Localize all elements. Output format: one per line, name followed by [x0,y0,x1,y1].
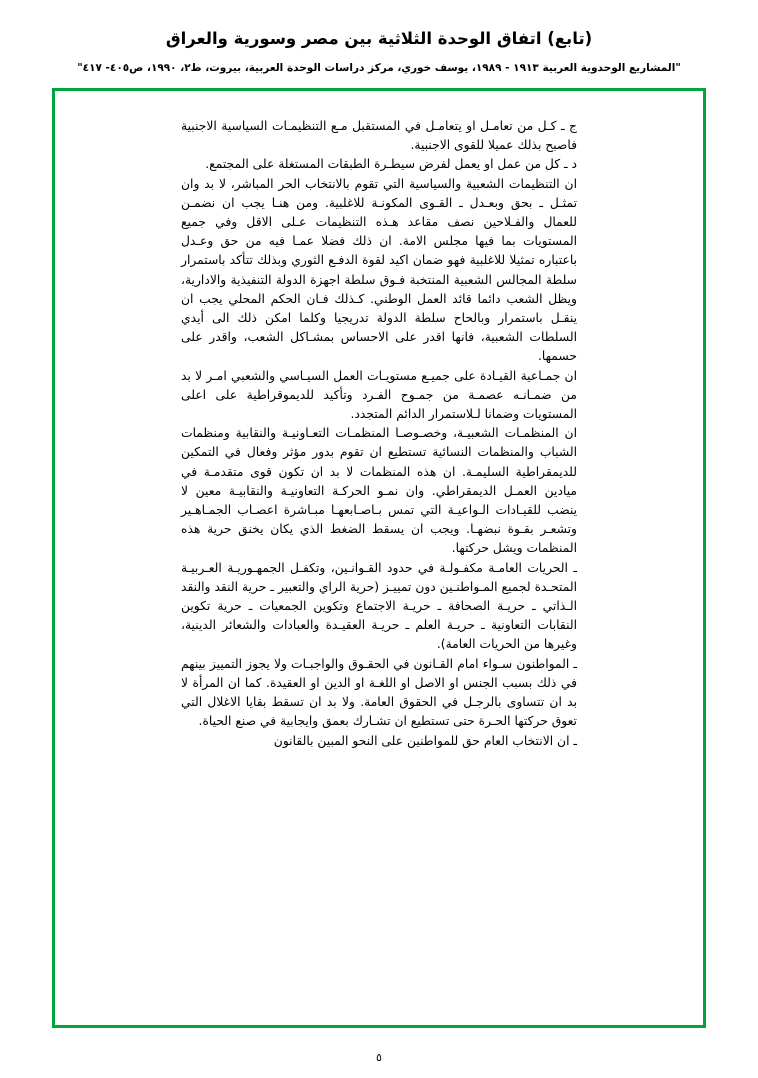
content-frame-inner [55,91,703,1025]
page-number: ٥ [376,1051,382,1064]
document-body [181,117,577,751]
source-citation: "المشاريع الوحدوية العربية ١٩١٣ - ١٩٨٩، يوسف خوري، مركز دراسات الوحدة العربية، بيروت، ط٢، ١٩٩٠، ص٤٠٥- ٤١٧" [77,62,681,75]
paragraph: ـ ان الانتخاب العام حق للمواطنين على النحو المبين بالقانون [273,733,577,748]
page-title: (تابع) اتفاق الوحدة الثلاثية بين مصر وسورية والعراق [165,29,593,48]
paragraph: ان المنظمـات الشعبيـة، وخصـوصـا المنظمـات التعـاونيـة والنقابية ومنظمات الشباب والمنظمات النسائية تستطيع ان تقوم بدور مؤثر وفعال في التمكين للديمقراطية السليمـة. ان هذه المنظمات لا بد ان تكون قوى متقدمـة في ميادين العمـل الديمقراطي. وان نمـو الحركـة التعاونيـة والنقابيـة معين لا ينضب للقيـادات الـواعيـة التي تمس بـاصـابعهـا مبـاشرة اعصـاب الجمـاهـير وتشعـر بقـوة نبضهـا. ويجب ان يسقط الضغط الذي يكان يخنق حرية هذه المنظمات ويشل حركتها. [181,426,577,556]
paragraph: ـ المواطنون سـواء امام القـانون في الحقـوق والواجبـات ولا يجوز التمييز بينهم في ذلك بسبب الجنس او الاصل او اللغـة او الدين او العقيدة. كما ان المرأة لا بد ان تتساوى بالرجـل في الحقوق العامة. ولا بد ان تسقط بقايا الاغلال التي تعوق حركتها الحـرة حتى تستطيع ان تشـارك بعمق وايجابية في صنع الحياة. [181,656,577,729]
paragraph: د ـ كل من عمل او يعمل لفرض سيطـرة الطبقات المستغلة على المجتمع. [205,157,577,172]
paragraph: ج ـ كـل من تعامـل او يتعامـل في المستقبل مـع التنظيمـات السياسية الاجنبية فاصبح بذلك عميلا للقوى الاجنبية. [181,119,577,153]
paragraph: ـ الحريات العامـة مكفـولـة في حدود القـوانـين، وتكفـل الجمهـوريـة العـربيـة المتحـدة لجميع المـواطنـين دون تمييـز (حرية الراي والتعبير ـ حرية النقد والنقد الـذاتي ـ حريـة الصحافة ـ حريـة الاجتماع وتكوين الجمعيات ـ حرية تكوين النقابات التعاونية ـ حريـة العلم ـ حريـة العقيـدة والعبادات والشعائر الدينية، وغيرها من الحريات العامة). [181,560,577,652]
document-header [0,0,758,76]
paragraph: ان التنظيمات الشعبية والسياسية التي تقوم بالانتخاب الحر المباشر، لا بد وان تمثـل ـ بحق وبعـدل ـ القـوى المكونـة للاغلبية. ومن هنـا يجب ان نضمـن للعمال والفـلاحين نصف مقاعد هـذه التنظيمات عـلى الاقل وفي جميع المستويات بما فيها مجلس الامة. ان ذلك فضلا عمـا فيه من حق وعـدل باعتباره تمثيلا للاغلبية فهو ضمان اكيد لقوة الدفـع الثوري وبذلك تتأكد باستمرار سلطة المجالس الشعبية المنتخبة فـوق سلطة اجهزة الدولة التنفيذية والادارية، ويظل الشعب دائما قائد العمل الوطني. كـذلك فـان الحكم المحلي يجب ان ينقـل باستمرار وبالحاح سلطة الدولة تدريجيا وكلما امكن ذلك الى أيدي السلطات الشعبية، فانها اقدر على الاحساس بمشـاكل الشعب، واقدر على حسمها. [181,176,577,364]
content-frame [52,88,706,1028]
paragraph: ان جمـاعية القيـادة على جميـع مستويـات العمل السيـاسي والشعبي امـر لا بد من ضمـانـه عصمـة من جمـوح الفـرد وتأكيد للديموقراطية على اعلى المستويات وضمانا لـلاستمرار الدائم المتجدد. [181,368,577,422]
